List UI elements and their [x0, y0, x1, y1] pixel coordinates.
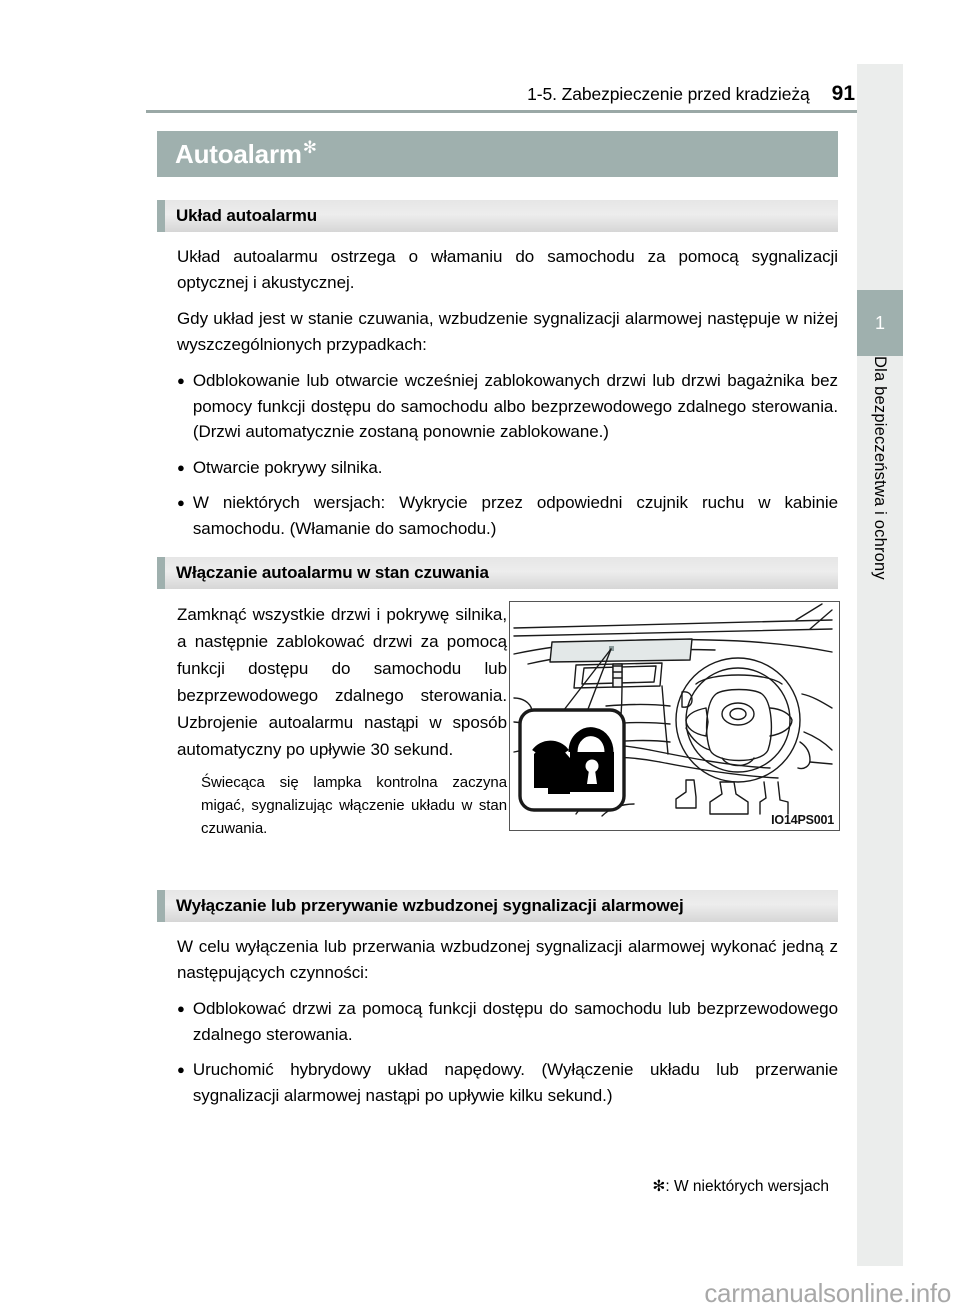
dashboard-illustration-svg	[510, 602, 836, 827]
arming-text-column	[177, 601, 507, 840]
paragraph: Gdy układ jest w stanie czuwania, wzbudzenie sygnalizacji alarmowej następuje w niżej wyszczególnionych przypadkach:	[177, 309, 838, 354]
car-unlock-icon	[520, 710, 624, 810]
arming-block	[157, 601, 838, 886]
section-heading-text: Wyłączanie lub przerywanie wzbudzonej sygnalizacji alarmowej	[176, 896, 684, 915]
list-item	[177, 455, 838, 481]
list-item	[177, 1057, 838, 1108]
list-item-text: Otwarcie pokrywy silnika.	[192, 457, 383, 477]
bullet-dot-icon: ●	[177, 459, 185, 475]
title-asterisk-icon: ✻	[302, 138, 318, 157]
side-tab-chapter-number: 1	[874, 312, 885, 333]
page-content	[157, 200, 857, 1118]
side-tab-strip	[857, 64, 903, 1266]
side-tab-chapter-box	[857, 290, 903, 356]
footnote: ✻: W niektórych wersjach	[652, 1178, 829, 1195]
dashboard-illustration	[509, 601, 840, 831]
bullet-dot-icon: ●	[177, 1001, 185, 1016]
header-chapter-title: 1-5. Zabezpieczenie przed kradzieżą	[527, 84, 810, 104]
paragraph: Zamknąć wszystkie drzwi i pokrywę silnika, a następnie zablokować drzwi za pomocą funkcji dostępu do samochodu lub bezprzewodowego zdalnego sterowania. Uzbrojenie autoalarmu nastąpi w sposób automatyczny po upływie 30 sekund.	[177, 605, 507, 759]
header-divider	[146, 110, 903, 113]
page-title-bar	[157, 131, 838, 177]
list-item-text: Odblokowanie lub otwarcie wcześniej zablokowanych drzwi lub drzwi bagażnika bez pomocy funkcji dostępu do samochodu albo bezprzewodowego zdalnego sterowania. (Drzwi automatycznie zostaną ponownie zablokowane.)	[192, 371, 838, 441]
list-item-text: W niektórych wersjach: Wykrycie przez odpowiedni czujnik ruchu w kabinie samochodu. (Włamanie do samochodu.)	[192, 493, 838, 538]
page-title: Autoalarm	[175, 138, 302, 169]
section-header-wylaczanie-sygnalizacji	[157, 890, 838, 922]
section-header-wlaczanie-autoalarmu	[157, 557, 838, 589]
list-item-text: Odblokować drzwi za pomocą funkcji dostępu do samochodu lub bezprzewodowego zdalnego sterowania.	[192, 999, 838, 1044]
paragraph: W celu wyłączenia lub przerwania wzbudzonej sygnalizacji alarmowej wykonać jedną z następujących czynności:	[177, 937, 838, 982]
figure-caption: IO14PS001	[771, 813, 834, 827]
section-header-uklad-autoalarmu	[157, 200, 838, 232]
side-tab-chapter-label	[857, 356, 903, 656]
paragraph: Układ autoalarmu ostrzega o włamaniu do samochodu za pomocą sygnalizacji optycznej i akustycznej.	[177, 247, 838, 292]
side-tab-chapter-label-text: Dla bezpieczeństwa i ochrony	[871, 356, 889, 580]
list-item	[177, 490, 838, 541]
section-heading-text: Włączanie autoalarmu w stan czuwania	[176, 563, 489, 582]
bullet-dot-icon: ●	[177, 495, 185, 510]
list-item	[177, 368, 838, 445]
bullet-dot-icon: ●	[177, 1062, 185, 1077]
page-header	[0, 72, 903, 106]
arming-note: Świecąca się lampka kontrolna zaczyna migać, sygnalizując włączenie układu w stan czuwania.	[201, 774, 507, 837]
list-item-text: Uruchomić hybrydowy układ napędowy. (Wyłączenie układu lub przerwanie sygnalizacji alarmowej nastąpi po upływie kilku sekund.)	[192, 1060, 838, 1105]
site-watermark: carmanualsonline.info	[704, 1278, 951, 1308]
bullet-dot-icon: ●	[177, 373, 185, 388]
list-item	[177, 996, 838, 1047]
page-number: 91	[831, 82, 855, 105]
section-heading-text: Układ autoalarmu	[176, 206, 318, 225]
